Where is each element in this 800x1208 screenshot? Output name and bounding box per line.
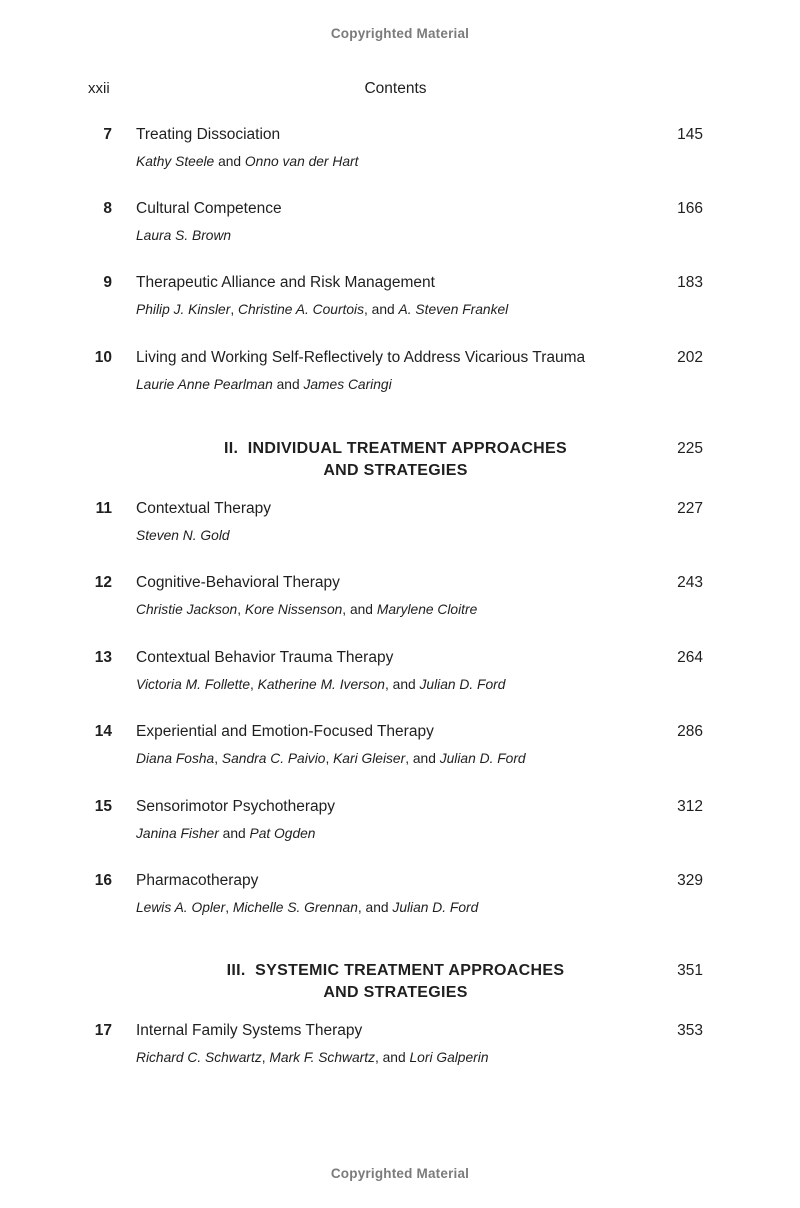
chapter-page-number: 202 <box>677 349 703 366</box>
chapter-authors <box>136 153 703 171</box>
chapter-page-number: 264 <box>677 649 703 666</box>
section-page-number: 225 <box>677 440 703 457</box>
author-connector: , <box>230 302 238 317</box>
copyright-notice-top: Copyrighted Material <box>330 26 470 41</box>
section-heading <box>88 962 703 1002</box>
chapter-number: 14 <box>94 723 112 740</box>
chapter-page-number: 286 <box>677 723 703 740</box>
chapter-title: Living and Working Self-Reflectively to Address Vicarious Trauma <box>136 349 586 366</box>
toc-entry <box>88 349 703 394</box>
section-heading-line1: II. INDIVIDUAL TREATMENT APPROACHES <box>224 440 567 457</box>
author-name: Katherine M. Iverson <box>257 677 385 692</box>
toc-entry-title-row <box>88 872 703 890</box>
author-connector: , and <box>384 677 420 692</box>
chapter-authors <box>136 825 703 843</box>
page-header <box>88 80 703 98</box>
author-name: Kore Nissenson <box>244 602 343 617</box>
chapter-title: Pharmacotherapy <box>136 872 259 889</box>
author-name: Christine A. Courtois <box>238 302 365 317</box>
section-heading-line1: III. SYSTEMIC TREATMENT APPROACHES <box>226 962 565 979</box>
toc-entry <box>88 274 703 319</box>
chapter-page-number: 227 <box>677 500 703 517</box>
author-connector: , <box>325 751 334 766</box>
chapter-authors <box>136 899 703 917</box>
chapter-authors <box>136 601 703 619</box>
author-name: Marylene Cloitre <box>376 602 478 617</box>
author-name: Lewis A. Opler <box>136 900 226 915</box>
author-name: Kari Gleiser <box>333 751 406 766</box>
chapter-number: 15 <box>94 798 112 815</box>
toc-entry <box>88 723 703 768</box>
toc-entry-title-row <box>88 649 703 667</box>
author-name: Onno van der Hart <box>244 154 359 169</box>
author-name: Julian D. Ford <box>419 677 506 692</box>
chapter-page-number: 145 <box>677 126 703 143</box>
toc-entry-title-row <box>88 574 703 592</box>
toc-entry-title-row <box>88 274 703 292</box>
toc-entry <box>88 500 703 545</box>
chapter-title: Experiential and Emotion-Focused Therapy <box>136 723 434 740</box>
author-name: James Caringi <box>303 377 392 392</box>
chapter-page-number: 166 <box>677 200 703 217</box>
chapter-title: Therapeutic Alliance and Risk Management <box>136 274 435 291</box>
chapter-title: Sensorimotor Psychotherapy <box>136 798 336 815</box>
chapter-number: 8 <box>103 200 112 217</box>
author-name: Janina Fisher <box>136 826 219 841</box>
toc-entry-title-row <box>88 1022 703 1040</box>
chapter-number: 12 <box>94 574 112 591</box>
toc-entry-title-row <box>88 798 703 816</box>
author-name: Laura S. Brown <box>136 228 232 243</box>
toc-entry <box>88 872 703 917</box>
author-connector: , and <box>364 302 399 317</box>
author-connector: , <box>214 751 222 766</box>
chapter-authors <box>136 227 703 245</box>
chapter-number: 9 <box>103 274 112 291</box>
chapter-title: Contextual Therapy <box>136 500 271 517</box>
author-connector: , <box>250 677 258 692</box>
chapter-number: 11 <box>95 500 112 517</box>
toc-entry-title-row <box>88 723 703 741</box>
chapter-title: Internal Family Systems Therapy <box>136 1022 363 1039</box>
chapter-authors <box>136 301 703 319</box>
author-name: Michelle S. Grennan <box>232 900 358 915</box>
section-heading <box>88 440 703 480</box>
author-connector: , <box>225 900 233 915</box>
author-connector: and <box>214 154 245 169</box>
chapter-page-number: 243 <box>677 574 703 591</box>
section-page-number: 351 <box>677 962 703 979</box>
author-connector: , and <box>374 1050 410 1065</box>
page-folio: xxii <box>88 80 110 97</box>
toc-entry-title-row <box>88 500 703 518</box>
section-heading-line2: AND STRATEGIES <box>323 462 468 479</box>
author-name: Christie Jackson <box>136 602 238 617</box>
author-name: Laurie Anne Pearlman <box>136 377 273 392</box>
toc-entry <box>88 1022 703 1067</box>
toc-entry <box>88 649 703 694</box>
chapter-number: 13 <box>94 649 112 666</box>
author-connector: and <box>218 826 250 841</box>
chapter-authors <box>136 376 703 394</box>
author-connector: , and <box>357 900 393 915</box>
chapter-number: 7 <box>103 126 112 143</box>
chapter-title: Contextual Behavior Trauma Therapy <box>136 649 394 666</box>
toc-entry <box>88 798 703 843</box>
chapter-authors <box>136 750 703 768</box>
chapter-page-number: 312 <box>677 798 703 815</box>
toc-entry <box>88 574 703 619</box>
author-connector: , <box>237 602 245 617</box>
author-name: Lori Galperin <box>409 1050 489 1065</box>
toc-entry <box>88 126 703 171</box>
copyright-notice-bottom: Copyrighted Material <box>330 1166 470 1181</box>
chapter-page-number: 329 <box>677 872 703 889</box>
author-name: Steven N. Gold <box>136 528 230 543</box>
toc-entry-title-row <box>88 200 703 218</box>
chapter-title: Treating Dissociation <box>136 126 281 143</box>
chapter-number: 17 <box>94 1022 112 1039</box>
chapter-title: Cognitive-Behavioral Therapy <box>136 574 340 591</box>
author-name: Philip J. Kinsler <box>136 302 231 317</box>
toc-entry <box>88 200 703 245</box>
running-head: Contents <box>364 80 427 97</box>
chapter-authors <box>136 1049 703 1067</box>
author-name: Julian D. Ford <box>392 900 479 915</box>
section-heading-line2: AND STRATEGIES <box>323 984 468 1001</box>
chapter-page-number: 353 <box>677 1022 703 1039</box>
author-name: Victoria M. Follette <box>136 677 250 692</box>
toc-entry-title-row <box>88 126 703 144</box>
chapter-authors <box>136 527 703 545</box>
chapter-number: 10 <box>94 349 112 366</box>
author-name: Diana Fosha <box>136 751 215 766</box>
toc-entry-title-row <box>88 349 703 367</box>
author-name: Sandra C. Paivio <box>221 751 326 766</box>
author-name: Julian D. Ford <box>439 751 526 766</box>
author-connector: , and <box>342 602 377 617</box>
author-name: Pat Ogden <box>249 826 316 841</box>
author-connector: and <box>272 377 304 392</box>
chapter-authors <box>136 676 703 694</box>
chapter-number: 16 <box>94 872 112 889</box>
author-connector: , and <box>405 751 440 766</box>
author-name: Kathy Steele <box>136 154 215 169</box>
chapter-title: Cultural Competence <box>136 200 282 217</box>
author-connector: , <box>261 1050 270 1065</box>
author-name: Richard C. Schwartz <box>136 1050 262 1065</box>
chapter-page-number: 183 <box>677 274 703 291</box>
author-name: Mark F. Schwartz <box>269 1050 375 1065</box>
author-name: A. Steven Frankel <box>398 302 509 317</box>
